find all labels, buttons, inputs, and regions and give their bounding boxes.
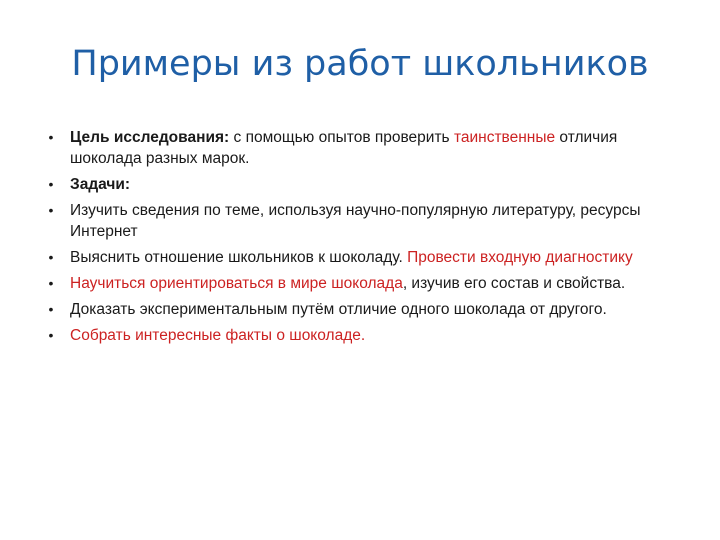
goal-label: Цель исследования: [70, 129, 230, 146]
bullet-icon: • [48, 202, 54, 218]
orient-text: , изучив его состав и свойства. [402, 275, 626, 292]
list-item-prove [44, 299, 684, 320]
tasks-label: Задачи: [70, 176, 131, 193]
bullet-list [44, 127, 684, 351]
list-item-orient [44, 273, 684, 294]
list-item-tasks [44, 174, 684, 195]
survey-highlight: Провести входную диагностику [407, 249, 633, 266]
bullet-icon: • [48, 327, 54, 343]
bullet-icon: • [48, 176, 54, 192]
bullet-icon: • [48, 301, 54, 317]
goal-text: с помощью опытов проверить [229, 129, 454, 146]
bullet-icon: • [48, 249, 54, 265]
prove-text: Доказать экспериментальным путём отличие одного шоколада от другого. [70, 301, 607, 318]
slide-title: Примеры из работ школьников [71, 44, 649, 84]
study-text: Изучить сведения по теме, используя научно-популярную литературу, ресурсы Интернет [70, 202, 641, 240]
facts-highlight: Собрать интересные факты о шоколаде. [70, 327, 366, 344]
list-item-goal [44, 127, 684, 169]
list-item-survey [44, 247, 684, 268]
goal-text-end: отличия шоколада разных марок. [70, 129, 618, 167]
goal-highlight: таинственные [453, 129, 556, 146]
survey-text: Выяснить отношение школьников к шоколаду. [70, 249, 408, 266]
bullet-icon: • [48, 129, 54, 145]
list-item-study [44, 200, 684, 242]
orient-highlight: Научиться ориентироваться в мире шоколада [70, 275, 403, 292]
bullet-icon: • [48, 275, 54, 291]
list-item-facts [44, 325, 684, 346]
